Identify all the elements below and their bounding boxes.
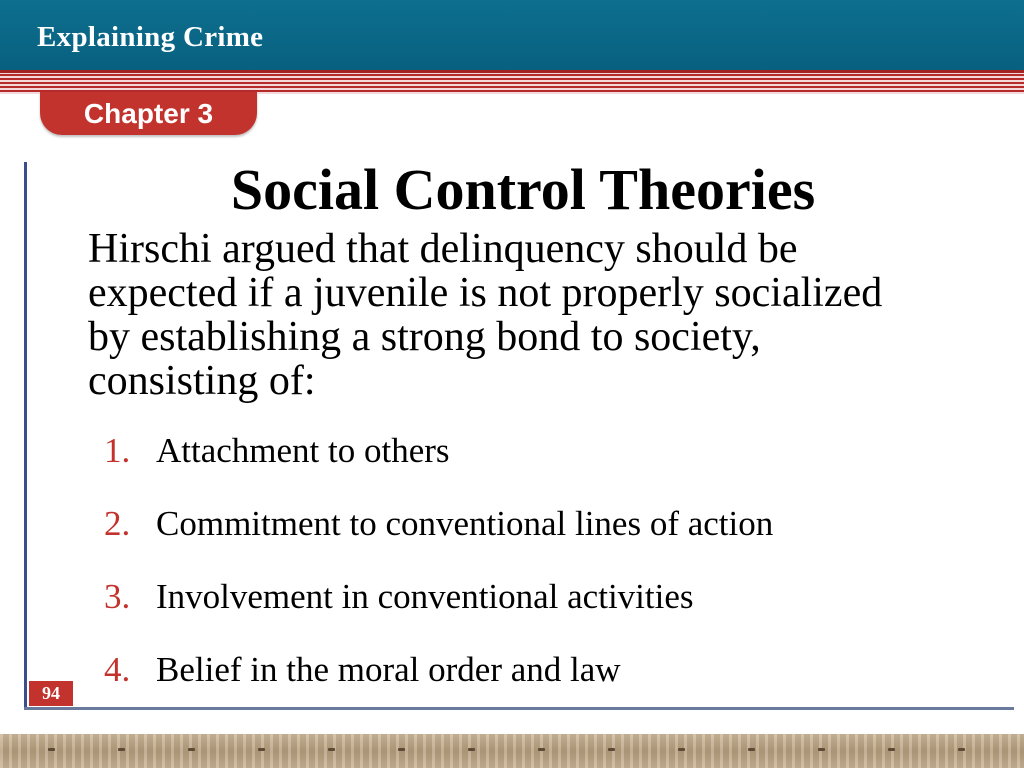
content-frame-left-border [24, 162, 27, 710]
list-item-number: 3. [104, 577, 131, 616]
bolt-decoration [678, 748, 685, 751]
bolt-decoration [748, 748, 755, 751]
book-title: Explaining Crime [37, 21, 264, 53]
bolt-decoration [538, 748, 545, 751]
list-item-text: Belief in the moral order and law [156, 650, 621, 689]
decorative-stripe-band [0, 70, 1024, 94]
list-item [104, 647, 773, 720]
chapter-tab [40, 92, 257, 135]
bolt-decoration [398, 748, 405, 751]
intro-paragraph: Hirschi argued that delinquency should be expected if a juvenile is not properly socialized by establishing a strong bond to society, consisting of: [88, 226, 883, 404]
list-item [104, 501, 773, 574]
list-item-number: 2. [104, 504, 131, 543]
bolt-decoration [818, 748, 825, 751]
list-item-number: 1. [104, 431, 131, 470]
bolt-decoration [888, 748, 895, 751]
bolt-decoration [328, 748, 335, 751]
bolt-decoration [468, 748, 475, 751]
slide-title: Social Control Theories [230, 157, 816, 222]
bolt-decoration [258, 748, 265, 751]
list-item-number: 4. [104, 650, 131, 689]
bolt-decoration [118, 748, 125, 751]
chapter-label: Chapter 3 [83, 98, 214, 129]
bolt-decoration [48, 748, 55, 751]
header-bar [0, 0, 1024, 70]
list-item-text: Attachment to others [156, 431, 450, 470]
bolt-decoration [608, 748, 615, 751]
bolt-decoration [188, 748, 195, 751]
list-item-text: Involvement in conventional activities [156, 577, 694, 616]
list-item-text: Commitment to conventional lines of action [156, 504, 774, 543]
list-item [104, 428, 773, 501]
list-item [104, 574, 773, 647]
bolt-decoration [958, 748, 965, 751]
page-number-badge: 94 [29, 681, 73, 706]
decorative-bottom-strip [0, 734, 1024, 768]
numbered-list [104, 428, 773, 720]
